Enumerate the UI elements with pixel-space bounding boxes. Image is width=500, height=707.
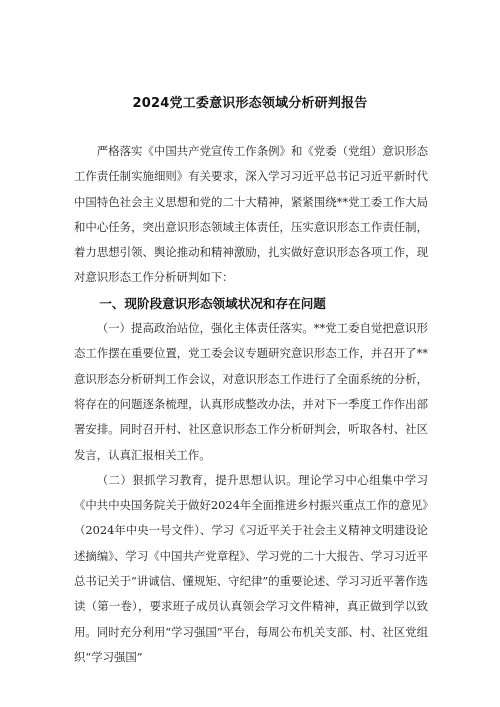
paragraph-1: （一）提高政治站位，强化主体责任落实。**党工委自觉把意识形态工作摆在重要位置，党工委会议专题研究意识形态工作，并召开了**意识形态分析研判工作会议，对意识形态工作进行了全面系统的分析，将存在的问题逐条梳理，认真形成整改办法，并对下一季度工作作出部署安排。同时召开村、社区意识形态工作分析研判会，听取各村、社区发言，认真汇报相关工作。 bbox=[74, 321, 428, 462]
intro-paragraph: 严格落实《中国共产党宣传工作条例》和《党委（党组）意识形态工作责任制实施细则》有关要求，深入学习习近平总书记习近平新时代中国特色社会主义思想和党的二十大精神，紧紧围绕**党工委工作大局和中心任务，突出意识形态领域主体责任，压实意识形态工作责任制，着力思想引领、舆论推动和精神激励，扎实做好意识形态各项工作，现对意识形态工作分析研判如下： bbox=[74, 144, 428, 285]
section-heading: 一、现阶段意识形态领域状况和存在问题 bbox=[99, 295, 326, 311]
document-title: 2024党工委意识形态领域分析研判报告 bbox=[132, 96, 368, 111]
paragraph-2: （二）狠抓学习教育，提升思想认识。理论学习中心组集中学习《中共中央国务院关于做好2024年全面推进乡村振兴重点工作的意见》（2024年中央一号文件）、学习《习近平关于社会主义精神文明建设论述摘编》、学习《中国共产党章程》、学习党的二十大报告、学习习近平总书记关于“讲诚信、懂规矩、守纪律”的重要论述、学习习近平著作选读（第一卷），要求班子成员认真领会学习文件精神，真正做到学以致用。同时充分利用“学习强国”平台，每周公布机关支部、村、社区党组织“学习强国” bbox=[74, 472, 428, 664]
document-body bbox=[74, 139, 428, 670]
